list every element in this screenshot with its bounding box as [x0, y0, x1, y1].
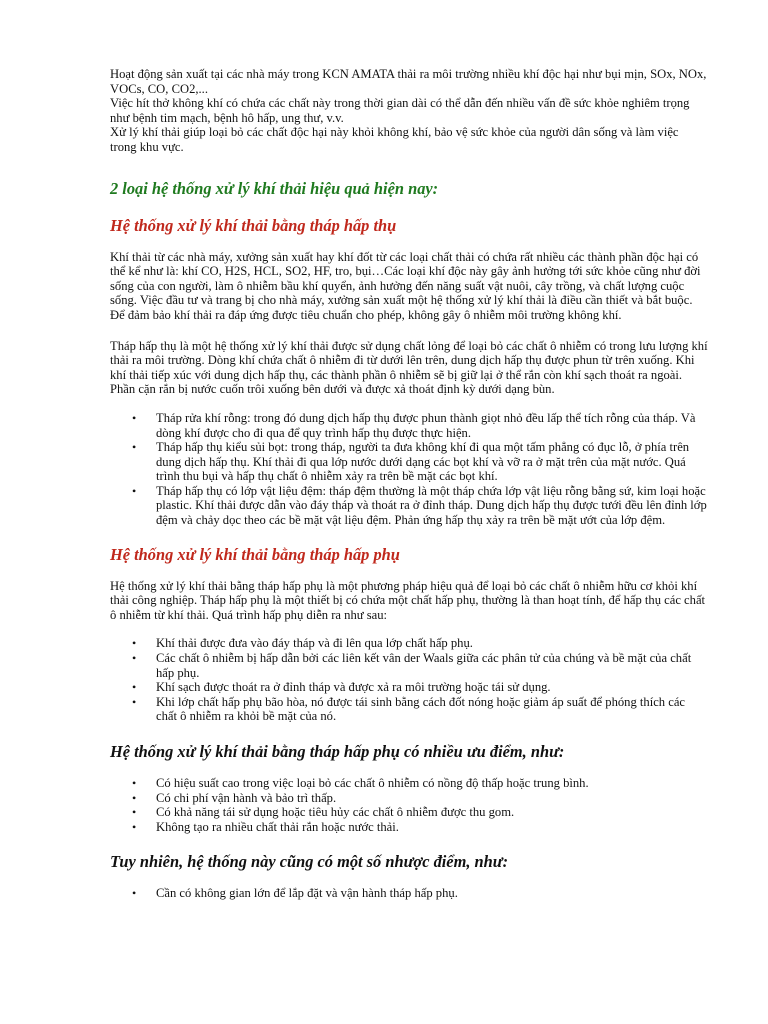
list-item-text: Có khả năng tái sử dụng hoặc tiêu hủy các chất ô nhiễm được thu gom. — [156, 805, 515, 820]
list-item — [110, 820, 708, 835]
bullet-icon: • — [132, 790, 137, 805]
list-item-text: Khí sạch được thoát ra ở đỉnh tháp và được xả ra môi trường hoặc tái sử dụng. — [156, 680, 551, 695]
bullet-icon: • — [132, 410, 137, 425]
section1-list — [110, 411, 708, 528]
list-item-text: Có chi phí vận hành và bảo trì thấp. — [156, 790, 337, 805]
list-item-text: Có hiệu suất cao trong việc loại bỏ các chất ô nhiễm có nồng độ thấp hoặc trung bình. — [156, 776, 589, 790]
list-item — [110, 484, 708, 528]
main-heading: 2 loại hệ thống xử lý khí thải hiệu quả hiện nay: — [110, 178, 439, 198]
bullet-icon: • — [132, 680, 137, 695]
section1-paragraph-1: Khí thải từ các nhà máy, xưởng sản xuất hay khí đốt từ các loại chất thải có chứa rất nhiều các thành phần độc hại có thể kể như là: khí CO, H2S, HCL, SO2, HF, tro, bụi…Các loại khí độc này gây ảnh hưởng tới sức khỏe cũng như đời sống của con người, làm ô nhiễm bầu khí quyển, ảnh hưởng đến năng suất vật nuôi, cây trồng, và chất lượng cuộc sống. Việc đầu tư và trang bị cho nhà máy, xưởng sản xuất một hệ thống xử lý khí thải là điều cần thiết và bắt buộc. Để đảm bảo khí thải ra đáp ứng được tiêu chuẩn cho phép, không gây ô nhiễm môi trường không khí. — [110, 249, 701, 322]
list-item — [110, 805, 708, 820]
bullet-icon: • — [132, 651, 137, 666]
intro-line-3: Xử lý khí thải giúp loại bỏ các chất độc hại này khỏi không khí, bảo vệ sức khỏe của người dân sống và làm việc trong khu vực. — [110, 125, 679, 154]
section4-heading: Tuy nhiên, hệ thống này cũng có một số nhược điểm, như: — [110, 852, 509, 872]
bullet-icon: • — [132, 886, 137, 901]
list-item — [110, 776, 708, 791]
list-item — [110, 886, 708, 901]
section1-paragraph-2: Tháp hấp thụ là một hệ thống xử lý khí thải được sử dụng chất lỏng để loại bỏ các chất ô nhiễm có trong lưu lượng khí thải ra môi trường. Dòng khí chứa chất ô nhiễm đi từ dưới lên trên, dung dịch hấp thụ được phun từ trên xuống. Khi khí thải tiếp xúc với dung dịch hấp thụ, các thành phần ô nhiễm sẽ bị giữ lại ở thể rắn còn khí sạch thoát ra ngoài. Phần cặn rắn bị nước cuốn trôi xuống bên dưới và được xả thoát định kỳ dưới dạng bùn. — [110, 338, 708, 397]
list-item-text: Các chất ô nhiễm bị hấp dẫn bởi các liên kết vân der Waals giữa các phân tử của chúng và bề mặt của chất hấp phụ. — [156, 651, 692, 680]
section3-list — [110, 776, 708, 834]
section4-list — [110, 886, 708, 901]
bullet-icon: • — [132, 776, 137, 790]
bullet-icon: • — [132, 805, 137, 820]
list-item-text: Tháp hấp thụ kiểu sủi bọt: trong tháp, người ta đưa không khí đi qua một tấm phẳng có đục lỗ, ở phía trên dung dịch hấp thụ. Khí thải đi qua lớp nước dưới dạng các bọt khí và vỡ ra ở mặt trên của mặt nước. Quá trình thu bụi và hấp thụ chất ô nhiễm xảy ra trên bề mặt các bọt khí. — [156, 440, 690, 484]
section1-heading: Hệ thống xử lý khí thải bằng tháp hấp thụ — [110, 215, 397, 235]
list-item-text: Tháp rửa khí rỗng: trong đó dung dịch hấp thụ được phun thành giọt nhỏ đều lấp thể tích rỗng của tháp. Và dòng khí được cho đi qua để quy trình hấp thụ được thực hiện. — [156, 410, 696, 440]
section2-list — [110, 636, 708, 724]
bullet-icon: • — [132, 483, 137, 498]
section2-heading: Hệ thống xử lý khí thải bằng tháp hấp phụ — [110, 544, 400, 564]
bullet-icon: • — [132, 636, 137, 651]
list-item — [110, 411, 708, 440]
list-item-text: Cần có không gian lớn để lắp đặt và vận hành tháp hấp phụ. — [156, 886, 458, 901]
list-item — [110, 695, 708, 724]
list-item-text: Tháp hấp thụ có lớp vật liệu đệm: tháp đệm thường là một tháp chứa lớp vật liệu rỗng bằng sứ, kim loại hoặc plastic. Khí thải được dẫn vào đáy tháp và thoát ra ở đỉnh tháp. Dung dịch hấp thụ được tưới đều lên đỉnh lớp đệm và chảy dọc theo các bề mặt vật liệu đệm. Phản ứng hấp thụ xảy ra trên bề mặt ướt của lớp đệm. — [156, 483, 707, 528]
bullet-icon: • — [132, 440, 137, 455]
list-item — [110, 636, 708, 651]
list-item-text: Khí thải được đưa vào đáy tháp và đi lên qua lớp chất hấp phụ. — [156, 636, 473, 651]
section2-paragraph-1: Hệ thống xử lý khí thải bằng tháp hấp phụ là một phương pháp hiệu quả để loại bỏ các chất ô nhiễm hữu cơ khỏi khí thải công nghiệp. Tháp hấp phụ là một thiết bị có chứa một chất hấp phụ, thường là than hoạt tính, để hấp thụ các chất ô nhiễm từ khí thải. Quá trình hấp phụ diễn ra như sau: — [110, 578, 706, 622]
list-item-text: Khi lớp chất hấp phụ bão hòa, nó được tái sinh bằng cách đốt nóng hoặc giảm áp suất để phóng thích các chất ô nhiễm ra khỏi bề mặt của nó. — [156, 694, 685, 724]
intro-block — [110, 67, 708, 155]
intro-line-2: Việc hít thở không khí có chứa các chất này trong thời gian dài có thể dẫn đến nhiều vấn đề sức khỏe nghiêm trọng như bệnh tim mạch, bệnh hô hấp, ung thư, v.v. — [110, 96, 690, 125]
list-item — [110, 791, 708, 806]
bullet-icon: • — [132, 694, 137, 709]
list-item-text: Không tạo ra nhiều chất thải rắn hoặc nước thải. — [156, 819, 399, 834]
section3-heading: Hệ thống xử lý khí thải bằng tháp hấp phụ có nhiều ưu điểm, như: — [110, 742, 565, 761]
list-item — [110, 680, 708, 695]
intro-line-1: Hoạt động sản xuất tại các nhà máy trong KCN AMATA thải ra môi trường nhiều khí độc hại như bụi mịn, SOx, NOx, VOCs, CO, CO2,... — [110, 67, 707, 96]
list-item — [110, 651, 708, 680]
bullet-icon: • — [132, 819, 137, 834]
list-item — [110, 440, 708, 484]
